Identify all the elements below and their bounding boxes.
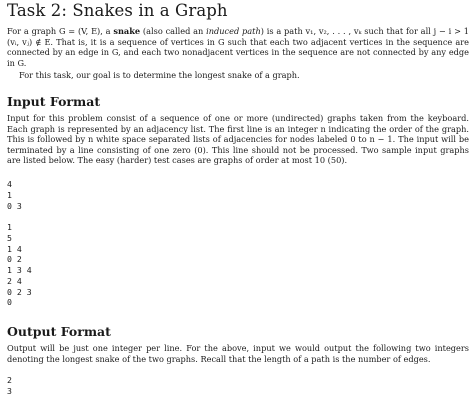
input-format-heading: Input Format bbox=[7, 94, 101, 109]
page-title: Task 2: Snakes in a Graph bbox=[7, 1, 228, 20]
snake-term: snake bbox=[113, 26, 141, 36]
induced-path-term: induced path bbox=[206, 26, 261, 36]
sample-input-block bbox=[7, 179, 32, 308]
intro-paragraph bbox=[7, 26, 469, 68]
intro-text: For a graph G = (V, E), a bbox=[7, 26, 114, 36]
input-format-text: Input for this problem consist of a sequence of one or more (undirected) graphs taken from the keyboard. Each graph is represented by an adjacency list. The first line is an integer n indicating the order of the graph. This is followed by n white space separated lists of adjacencies for nodes labeled 0 to n − 1. The input will be terminated by a line consisting of one zero (0). This line should not be processed. Two sample input graphs are listed below. The easy (harder) test cases are graphs of order at most 10 (50). bbox=[7, 113, 469, 166]
goal-paragraph bbox=[7, 70, 469, 81]
sample-input-lines: 4 1 0 3 1 5 1 4 0 2 1 3 4 2 4 0 2 3 0 bbox=[7, 179, 32, 308]
sample-output-lines: 2 3 bbox=[7, 375, 12, 396]
goal-text: For this task, our goal is to determine the longest snake of a graph. bbox=[19, 70, 300, 80]
output-format-text: Output will be just one integer per line. For the above, input we would output the following two integers denoting the longest snake of the two graphs. Recall that the length of a path is the number of edges. bbox=[7, 343, 469, 364]
output-format-heading: Output Format bbox=[7, 324, 111, 339]
sample-output-block bbox=[7, 375, 12, 397]
intro-text: (also called an bbox=[140, 26, 207, 36]
intro-text: ) is a path v₁, v₂, . . . , vₖ such that for all j − i > 1 (vᵢ, vⱼ) ∉ E. That is, it is a sequence of vertices in G such that each two adjacent vertices in the sequence are connected by an edge in G, and each two nonadjacent vertices in the sequence are not connected by any edge in G. bbox=[7, 26, 469, 68]
